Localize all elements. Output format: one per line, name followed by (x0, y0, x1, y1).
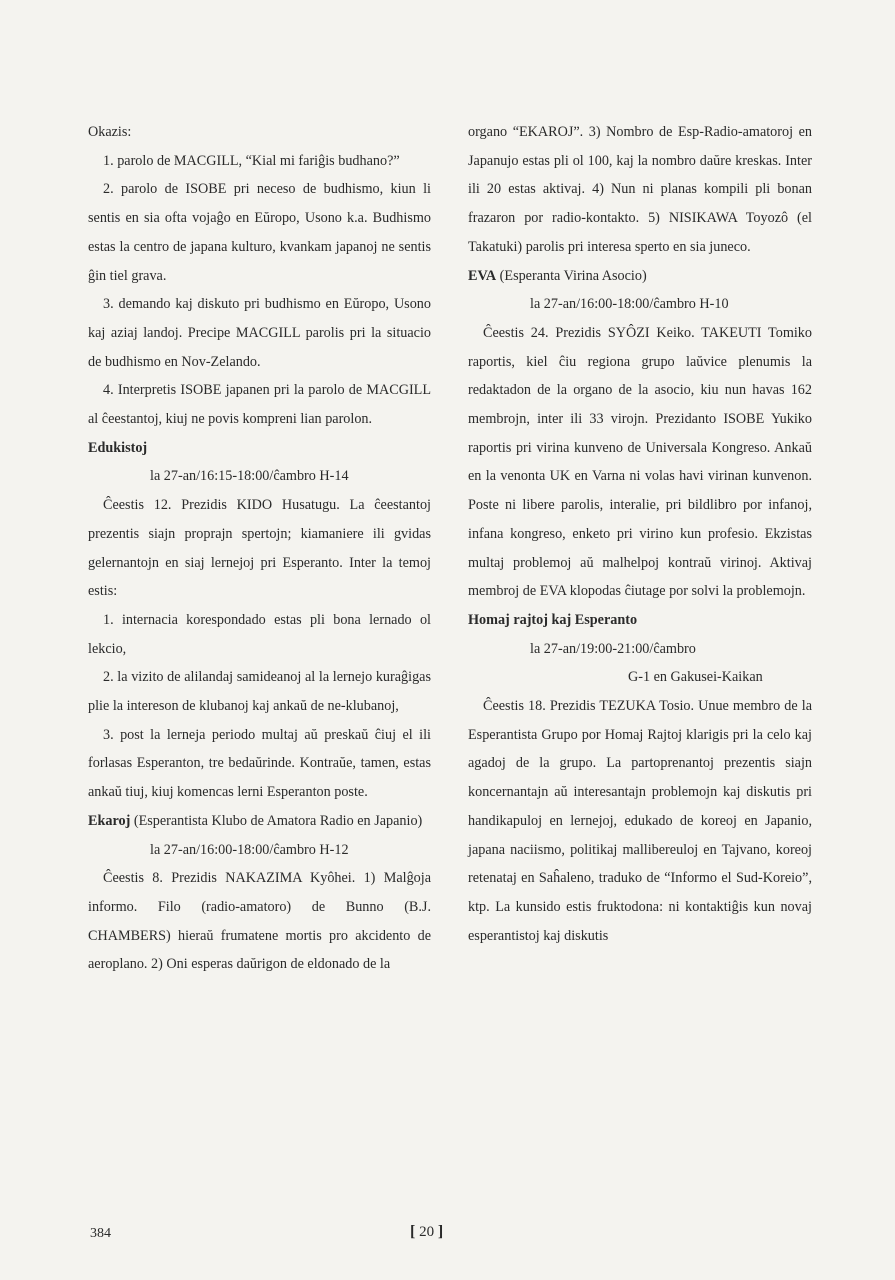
paragraph: Ĉeestis 24. Prezidis SYÔZI Keiko. TAKEUTI Tomiko raportis, kiel ĉiu regiona grupo laŭvice plenumis la redaktadon de la organo de la asocio, kiu nun havas 162 membrojn, inter ili 33 virojn. Prezidanto ISOBE Yukiko raportis pri virina kunveno de Universala Kongreso. Ankaŭ en la venonta UK en Varna ni volas havi virinan kunvenon. Poste ni libere parolis, interalie, pri bildlibro por infanoj, infana kongreso, enketo pri virino kun profesio. Ekzistas multaj problemoj aŭ malhelpoj kontraŭ virinoj. Aktivaj membroj de EVA klopodas ĉiutage por solvi la problemojn. (468, 324, 812, 600)
heading-rest: (Esperanta Virina Asocio) (496, 267, 647, 284)
paragraph: organo “EKAROJ”. 3) Nombro de Esp-Radio-amatoroj en Japanujo estas pli ol 100, kaj la nombro daŭre kreskas. Inter ili 20 estas aktivaj. 4) Nun ni planas kompili pli bonan frazaron por radio-kontakto. 5) NISIKAWA Toyozô (el Takatuki) parolis pri interesa sperto en sia juneco. (468, 124, 812, 255)
heading-bold: Edukistoj (88, 439, 148, 456)
paragraph: 4. Interpretis ISOBE japanen pri la parolo de MACGILL al ĉeestantoj, kiuj ne povis kompreni lian parolon. (88, 382, 431, 428)
heading-rest: (Esperantista Klubo de Amatora Radio en Japanio) (130, 812, 423, 829)
schedule-line: la 27-an/19:00-21:00/ĉambro (530, 640, 696, 657)
paragraph: Ĉeestis 18. Prezidis TEZUKA Tosio. Unue membro de la Esperantista Grupo por Homaj Rajtoj klarigis pri la celo kaj agadoj de la grupo. La partoprenantoj prezentis siajn koncernantajn aŭ interesantajn problemojn kaj diskutis pri handikapuloj en lernejoj, edukado de koreoj en Japanio, japana naciismo, politikaj mallibereuloj en Tajvano, koreoj retenataj en Saĥaleno, traduko de “Informo el Sud-Koreio”, ktp. La kunsido estis fruktodona: ni kontaktiĝis kun novaj esperantistoj kaj diskutis (468, 698, 812, 944)
paragraph: Ĉeestis 8. Prezidis NAKAZIMA Kyôhei. 1) Malĝoja informo. Filo (radio-amatoro) de Bunno (B.J. CHAMBERS) hieraŭ frumatene mortis pro akcidento de aeroplano. 2) Oni esperas daŭrigon de eldonado de la (88, 870, 431, 973)
schedule-line: la 27-an/16:15-18:00/ĉambro H-14 (150, 468, 349, 485)
right-column (468, 118, 812, 950)
issue-number-value: 20 (419, 1224, 435, 1240)
paragraph: Okazis: (88, 124, 132, 140)
paragraph: 3. post la lerneja periodo multaj aŭ preskaŭ ĉiuj el ili forlasas Esperanton, tre bedaŭrinde. Kontraŭe, tamen, estas ankaŭ tiuj, kiuj komencas lerni Esperanton poste. (88, 726, 431, 801)
schedule-line: la 27-an/16:00-18:00/ĉambro H-12 (150, 841, 349, 858)
paragraph: 1. parolo de MACGILL, “Kial mi fariĝis budhano?” (103, 152, 400, 169)
page-number: 384 (90, 1226, 111, 1241)
heading-bold: EVA (468, 267, 497, 284)
heading-bold: Ekaroj (88, 812, 131, 829)
schedule-line: G-1 en Gakusei-Kaikan (628, 669, 763, 686)
paragraph: Ĉeestis 12. Prezidis KIDO Husatugu. La ĉeestantoj prezentis siajn proprajn spertojn; kiamaniere ili gvidas gelernantojn en siaj lernejoj pri Esperanto. Inter la temoj estis: (88, 497, 431, 600)
schedule-line: la 27-an/16:00-18:00/ĉambro H-10 (530, 296, 729, 313)
paragraph: 3. demando kaj diskuto pri budhismo en Eŭropo, Usono kaj aziaj landoj. Precipe MACGILL parolis pri la situacio de budhismo en Nov-Zelando. (88, 296, 431, 370)
paragraph: 2. la vizito de alilandaj samideanoj al la lernejo kuraĝigas plie la intereson de klubanoj kaj ankaŭ de ne-klubanoj, (88, 669, 431, 715)
paragraph: 1. internacia korespondado estas pli bona lernado ol lekcio, (88, 611, 431, 657)
heading-bold: Homaj rajtoj kaj Esperanto (468, 611, 638, 628)
section-heading (468, 262, 812, 291)
issue-number (410, 1223, 443, 1241)
left-bracket: [ (410, 1223, 416, 1240)
left-column (88, 118, 431, 979)
section-heading (88, 434, 431, 463)
right-bracket: ] (437, 1223, 444, 1240)
section-heading (468, 606, 812, 635)
paragraph: 2. parolo de ISOBE pri neceso de budhismo, kiun li sentis en sia ofta vojaĝo en Eŭropo, Usono k.a. Budhismo estas la centro de japana kulturo, kvankam japanoj ne sentis ĝin tiel grava. (88, 181, 431, 284)
section-heading (88, 807, 431, 836)
